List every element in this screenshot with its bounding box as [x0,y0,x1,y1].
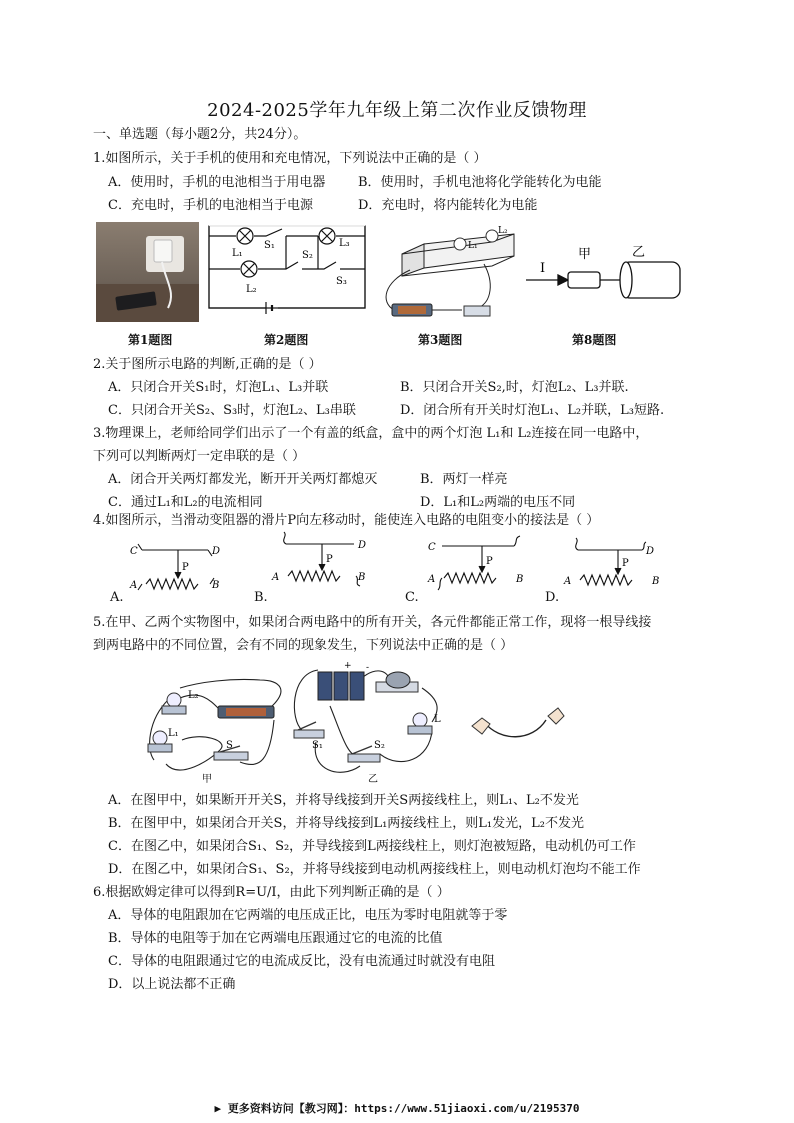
q6-option-c: C．导体的电阻跟通过它的电流成反比，没有电流通过时就没有电阻 [108,954,495,969]
q4-rheostat-b [262,528,372,588]
q1-option-c: C．充电时，手机的电池相当于电源 [108,198,313,213]
q5-label-plus: + [344,661,352,671]
svg-text:A: A [428,574,436,585]
fig2-label-l3: L₃ [339,238,350,249]
q5-label-jia: 甲 [202,774,212,785]
q6-option-b: B．导体的电阻等于加在它两端电压跟通过它的电流的比值 [108,931,443,946]
q5-label-yi: 乙 [368,774,378,785]
q2-option-a: A．只闭合开关S₁时，灯泡L₁、L₃并联 [108,380,329,395]
fig3-label-l2: L₂ [498,226,508,236]
svg-text:A: A [130,580,138,591]
svg-text:P: P [182,562,189,573]
q3-stem-line1: 3.物理课上，老师给同学们出示了一个有盖的纸盒，盒中的两个灯泡 L₁和 L₂连接在同一电路中， [93,426,649,441]
q5-label-l1: L₁ [168,728,179,739]
q5-label-minus: - [366,663,370,673]
svg-text:C: C [428,542,436,553]
q5-option-d: D．在图乙中，如果闭合S₁、S₂，并将导线接到电动机两接线柱上，则电动机灯泡均不能工作 [108,862,641,877]
q3-option-c: C．通过L₁和L₂的电流相同 [108,495,263,510]
section-heading: 一、单选题（每小题2分，共24分）。 [93,127,307,142]
fig2-label-s1: S₁ [264,240,275,251]
q3-option-b: B．两灯一样亮 [420,472,508,487]
q5-option-c: C．在图乙中，如果闭合S₁、S₂，并导线接到L两接线柱上，则灯泡被短路，电动机仍可工作 [108,839,636,854]
q5-option-a: A．在图甲中，如果断开开关S，并将导线接到开关S两接线柱上，则L₁、L₂不发光 [108,793,579,808]
fig8-label-yi: 乙 [632,245,646,260]
svg-text:A: A [564,576,572,587]
fig1-caption: 第1题图 [128,333,173,347]
q1-option-b: B．使用时，手机电池将化学能转化为电能 [358,175,602,190]
q4-label-b: B. [254,590,268,605]
q5-label-l: L [434,714,441,725]
q2-option-c: C．只闭合开关S₂、S₃时，灯泡L₂、L₃串联 [108,403,356,418]
fig3-caption: 第3题图 [418,333,463,347]
q6-option-d: D．以上说法都不正确 [108,977,236,992]
fig8-caption: 第8题图 [572,333,617,347]
svg-text:A: A [272,572,280,583]
q3-option-d: D．L₁和L₂两端的电压不同 [420,495,576,510]
q2-option-b: B．只闭合开关S₂,时，灯泡L₂、L₃并联. [400,380,629,395]
fig2-circuit [206,222,368,322]
q2-stem: 2.关于图所示电路的判断,正确的是（ ） [93,357,322,372]
q1-option-a: A．使用时，手机的电池相当于用电器 [108,175,326,190]
fig8-label-i: I [540,261,546,276]
fig3-box-circuit [374,222,516,322]
q3-option-a: A．闭合开关两灯都发光，断开开关两灯都熄灭 [108,472,378,487]
fig2-caption: 第2题图 [264,333,309,347]
q5-label-l2: L₂ [188,690,199,701]
q6-stem: 6.根据欧姆定律可以得到R=U/I，由此下列判断正确的是（ ） [93,885,450,900]
page-title: 2024-2025学年九年级上第二次作业反馈物理 [207,100,587,121]
svg-text:D: D [212,546,221,557]
svg-text:P: P [486,556,493,567]
q5-stem-line2: 到两电路中的不同位置，会有不同的现象发生，下列说法中正确的是（ ） [93,638,514,653]
q1-option-d: D．充电时，将内能转化为电能 [358,198,538,213]
q1-stem: 1.如图所示，关于手机的使用和充电情况，下列说法中正确的是（ ） [93,151,487,166]
svg-text:B: B [516,574,524,585]
svg-text:B: B [358,572,366,583]
q3-stem-line2: 下列可以判断两灯一定串联的是（ ） [93,449,306,464]
fig8-conductors [524,228,686,308]
q5-option-b: B．在图甲中，如果闭合开关S，并将导线接到L₁两接线柱上，则L₁发光，L₂不发光 [108,816,584,831]
svg-text:B: B [652,576,660,587]
q2-option-d: D．闭合所有开关时灯泡L₁、L₂并联，L₃短路. [400,403,665,418]
q4-label-d: D. [545,590,560,605]
q4-label-c: C. [405,590,419,605]
fig8-label-jia: 甲 [578,247,592,262]
fig2-label-l2: L₂ [246,284,257,295]
fig3-label-l1: L₁ [468,241,478,251]
fig2-label-s2: S₂ [302,250,313,261]
q4-rheostat-c [420,534,530,594]
footer-link[interactable]: ▶ 更多资料访问【教习网】：https://www.51jiaoxi.com/u/2195370 [214,1102,580,1115]
svg-text:C: C [130,546,138,557]
q4-rheostat-a [112,534,222,594]
q5-label-s2: S₂ [374,740,385,751]
fig1-phone-photo [96,222,199,322]
q5-circuits-figure [140,660,580,788]
q5-label-s1: S₁ [312,740,323,751]
svg-text:P: P [326,554,333,565]
svg-text:D: D [646,546,655,557]
q5-stem-line1: 5.在甲、乙两个实物图中，如果闭合两电路中的所有开关，各元件都能正常工作，现将一根导线接 [93,615,652,630]
q6-option-a: A．导体的电阻跟加在它两端的电压成正比，电压为零时电阻就等于零 [108,908,508,923]
q4-stem: 4.如图所示，当滑动变阻器的滑片P向左移动时，能使连入电路的电阻变小的接法是（ ） [93,513,600,528]
fig2-label-l1: L₁ [232,248,243,259]
svg-text:D: D [358,540,367,551]
q4-label-a: A. [110,590,124,605]
svg-text:B: B [212,580,220,591]
q4-rheostat-d [556,534,666,594]
svg-text:P: P [622,558,629,569]
fig2-label-s3: S₃ [336,276,347,287]
q5-label-s: S [226,740,233,751]
